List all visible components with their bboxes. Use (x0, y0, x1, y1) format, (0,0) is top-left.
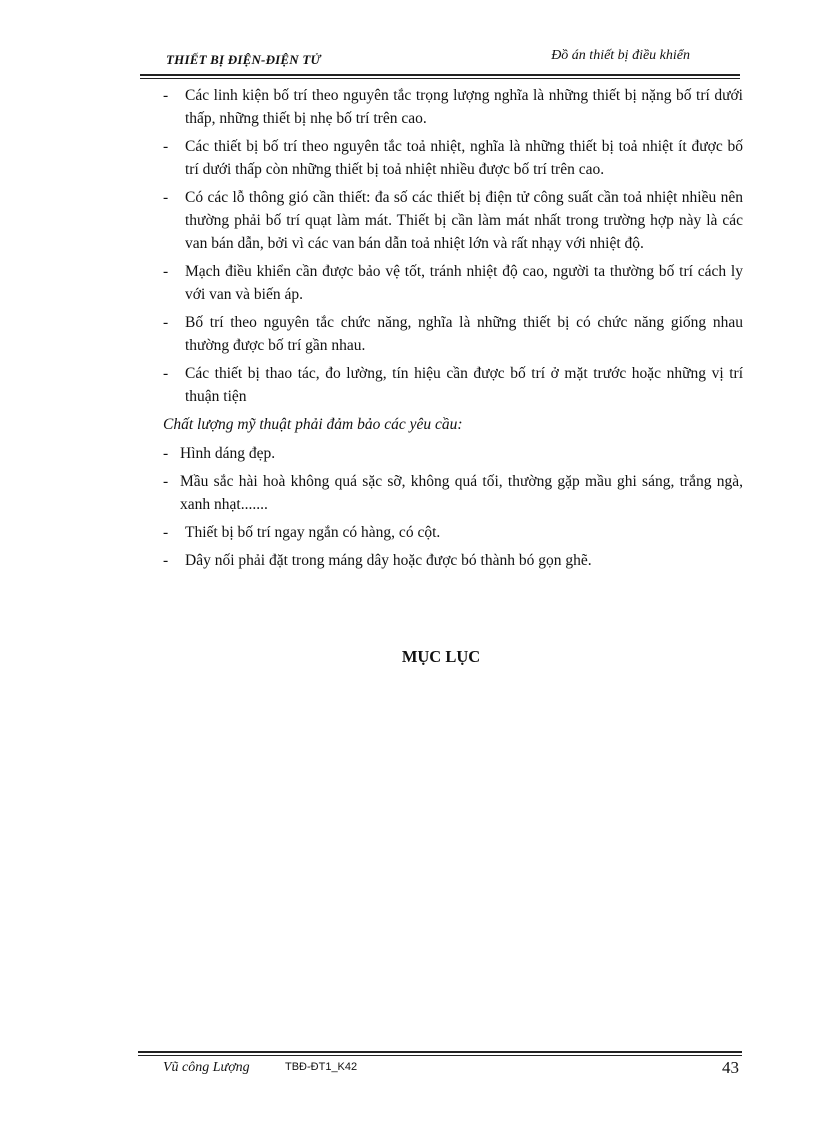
list-item (163, 186, 743, 255)
list-item (163, 260, 743, 306)
list-item-text: Dây nối phải đặt trong máng dây hoặc được bó thành bó gọn ghẽ. (185, 552, 592, 569)
list-item (163, 84, 743, 130)
page-number: 43 (722, 1058, 739, 1077)
list-item (163, 549, 743, 572)
bullet-dash: - (163, 138, 169, 155)
bullet-dash: - (163, 189, 169, 206)
list-item (163, 135, 743, 181)
list-item-text: Có các lỗ thông gió cần thiết: đa số các thiết bị điện tử công suất cần toả nhiệt nhiều nên thường phải bố trí quạt làm mát. Thiết bị cần làm mát nhất trong trường hợp này là các van bán dẫn, bởi vì các van bán dẫn toả nhiệt lớn và rất nhạy với nhiệt độ. (185, 189, 743, 252)
bullet-dash: - (163, 552, 169, 569)
list-item-text: Các thiết bị bố trí theo nguyên tắc toả nhiệt, nghĩa là những thiết bị toả nhiệt ít được bố trí dưới thấp còn những thiết bị toả nhiệt nhiều được bố trí trên cao. (185, 138, 743, 178)
footer-class-code: TBĐ-ĐT1_K42 (285, 1061, 358, 1073)
footer-rule (138, 1051, 742, 1053)
list-item (163, 362, 743, 408)
bullet-dash: - (163, 473, 169, 490)
toc-title: MỤC LỤC (401, 647, 481, 666)
list-item-text: Mầu sắc hài hoà không quá sặc sỡ, không quá tối, thường gặp mầu ghi sáng, trắng ngà, xanh nhạt....... (180, 473, 743, 513)
list-item-text: Các thiết bị thao tác, đo lường, tín hiệu cần được bố trí ở mặt trước hoặc những vị trí thuận tiện (185, 365, 743, 405)
section-subheading: Chất lượng mỹ thuật phải đảm bảo các yêu cầu: (163, 416, 463, 433)
header-rule-thin (140, 78, 740, 79)
list-item (163, 311, 743, 357)
bullet-dash: - (163, 445, 169, 462)
footer-author: Vũ công Lượng (163, 1060, 250, 1075)
list-item-text: Hình dáng đẹp. (180, 445, 276, 462)
header-right-title: Đồ án thiết bị điều khiển (551, 48, 690, 63)
list-item-text: Các linh kiện bố trí theo nguyên tắc trọng lượng nghĩa là những thiết bị nặng bố trí dưới thấp, những thiết bị nhẹ bố trí trên cao. (185, 87, 743, 127)
list-item (163, 521, 743, 544)
footer-rule-thin (138, 1055, 742, 1056)
page-body (163, 84, 743, 577)
bullet-dash: - (163, 524, 169, 541)
list-item-text: Thiết bị bố trí ngay ngắn có hàng, có cột. (185, 524, 441, 541)
page-header (162, 48, 744, 72)
bullet-dash: - (163, 87, 169, 104)
header-left-title: THIẾT BỊ ĐIỆN-ĐIỆN TỬ (166, 52, 321, 67)
bullet-dash: - (163, 314, 169, 331)
list-item-text: Bố trí theo nguyên tắc chức năng, nghĩa là những thiết bị có chức năng giống nhau thường được bố trí gần nhau. (185, 314, 743, 354)
list-item (163, 442, 743, 465)
list-item (163, 470, 743, 516)
list-item-text: Mạch điều khiển cần được bảo vệ tốt, tránh nhiệt độ cao, người ta thường bố trí cách ly với van và biến áp. (185, 263, 743, 303)
header-rule (140, 74, 740, 76)
bullet-dash: - (163, 365, 169, 382)
bullet-dash: - (163, 263, 169, 280)
